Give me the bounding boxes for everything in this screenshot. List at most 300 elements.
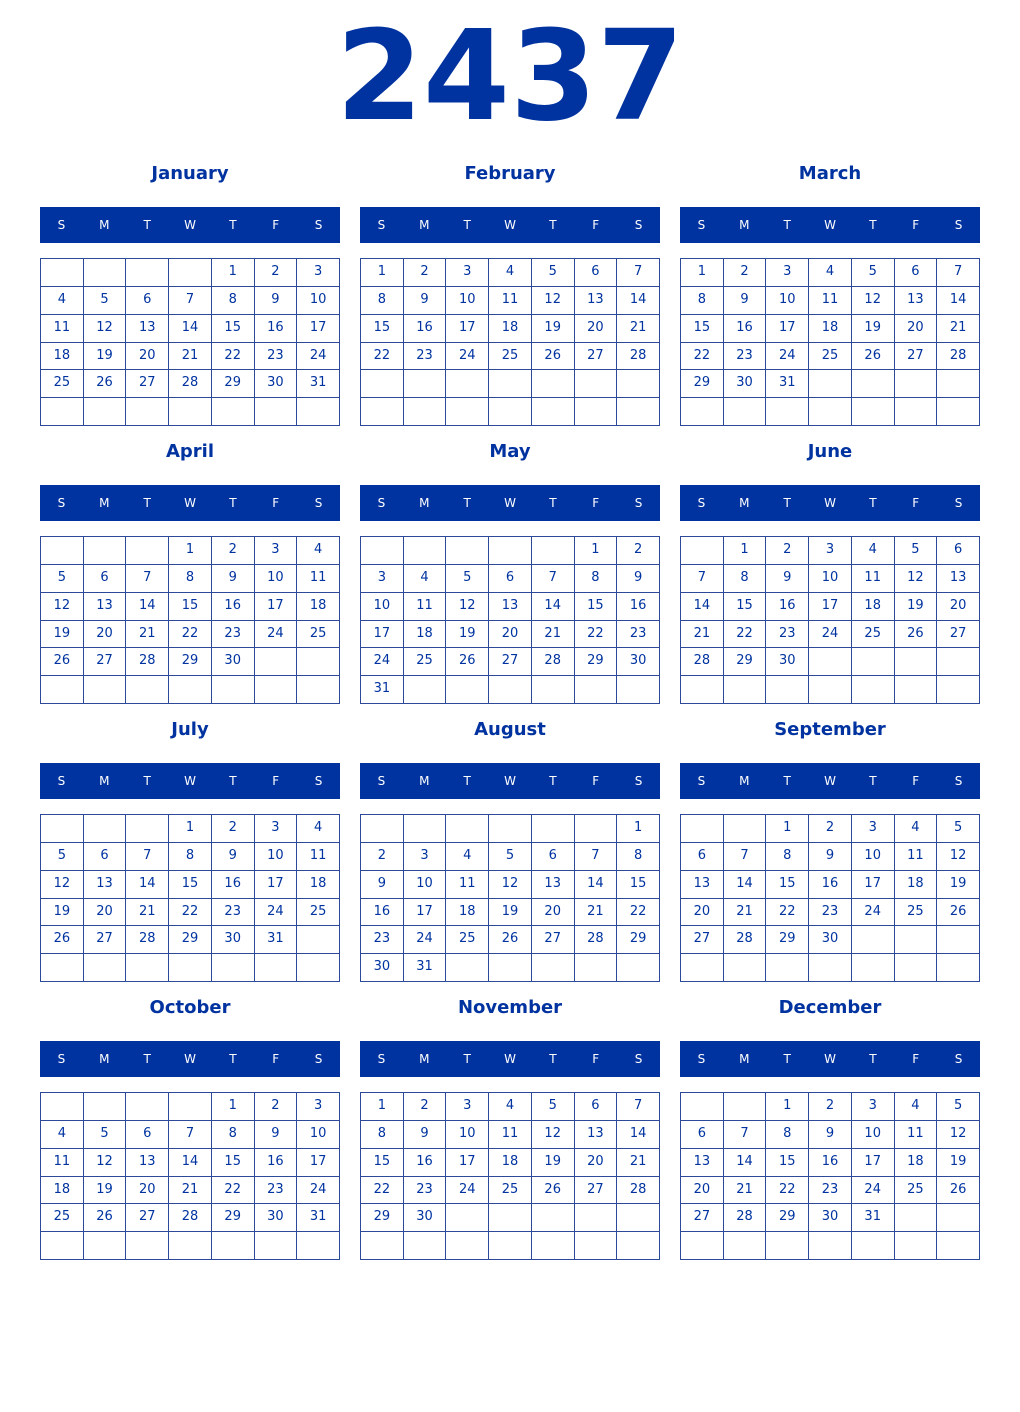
day-cell: 11	[852, 565, 895, 593]
day-cell: 26	[532, 1177, 575, 1205]
day-cell: 13	[126, 1149, 169, 1177]
day-cell: 18	[297, 871, 340, 899]
empty-day-cell	[169, 676, 212, 704]
day-cell: 16	[212, 871, 255, 899]
day-cell: 8	[766, 843, 809, 871]
day-cell: 23	[724, 343, 767, 371]
weekday-label: S	[314, 496, 323, 510]
weekday-header	[360, 485, 660, 521]
day-cell: 31	[404, 954, 447, 982]
day-cell: 9	[255, 287, 298, 315]
day-cell: 29	[681, 370, 724, 398]
weekday-label: M	[419, 496, 430, 510]
day-cell: 14	[681, 593, 724, 621]
day-cell: 7	[724, 1121, 767, 1149]
empty-day-cell	[937, 1232, 980, 1260]
day-cell: 15	[766, 871, 809, 899]
weekday-label: S	[954, 1052, 963, 1066]
day-cell: 11	[489, 1121, 532, 1149]
empty-day-cell	[126, 954, 169, 982]
empty-day-cell	[255, 648, 298, 676]
day-cell: 14	[532, 593, 575, 621]
day-cell: 31	[766, 370, 809, 398]
empty-day-cell	[84, 537, 127, 565]
empty-day-cell	[575, 398, 618, 426]
day-cell: 18	[895, 1149, 938, 1177]
empty-day-cell	[126, 259, 169, 287]
empty-day-cell	[852, 954, 895, 982]
empty-day-cell	[41, 398, 84, 426]
empty-day-cell	[255, 676, 298, 704]
empty-day-cell	[404, 370, 447, 398]
day-cell: 24	[297, 1177, 340, 1205]
empty-day-cell	[255, 1232, 298, 1260]
weekday-label: S	[314, 218, 323, 232]
empty-day-cell	[41, 676, 84, 704]
weekday-label: M	[739, 496, 750, 510]
empty-day-cell	[489, 676, 532, 704]
day-cell: 15	[681, 315, 724, 343]
empty-day-cell	[937, 398, 980, 426]
empty-day-cell	[895, 648, 938, 676]
empty-day-cell	[852, 676, 895, 704]
day-cell: 14	[937, 287, 980, 315]
weekday-label: F	[272, 1052, 280, 1066]
day-cell: 1	[169, 537, 212, 565]
day-cell: 7	[724, 843, 767, 871]
day-cell: 25	[446, 926, 489, 954]
day-cell: 27	[575, 343, 618, 371]
day-cell: 24	[297, 343, 340, 371]
day-cell: 11	[809, 287, 852, 315]
empty-day-cell	[532, 1204, 575, 1232]
day-cell: 25	[852, 621, 895, 649]
empty-day-cell	[41, 537, 84, 565]
day-cell: 22	[169, 899, 212, 927]
day-cell: 23	[766, 621, 809, 649]
day-cell: 17	[297, 315, 340, 343]
empty-day-cell	[84, 815, 127, 843]
weekday-header	[680, 207, 980, 243]
day-cell: 28	[617, 343, 660, 371]
weekday-label: M	[419, 218, 430, 232]
day-cell: 11	[446, 871, 489, 899]
empty-day-cell	[895, 676, 938, 704]
empty-day-cell	[446, 676, 489, 704]
day-cell: 4	[895, 815, 938, 843]
weekday-label: F	[272, 218, 280, 232]
weekday-label: W	[824, 774, 836, 788]
day-cell: 27	[84, 926, 127, 954]
day-grid	[680, 1092, 980, 1260]
day-cell: 11	[895, 1121, 938, 1149]
day-cell: 16	[404, 1149, 447, 1177]
weekday-label: S	[57, 1052, 66, 1066]
day-cell: 2	[212, 815, 255, 843]
day-cell: 9	[255, 1121, 298, 1149]
day-grid	[360, 1092, 660, 1260]
day-cell: 3	[766, 259, 809, 287]
day-cell: 22	[361, 343, 404, 371]
weekday-label: W	[824, 496, 836, 510]
weekday-label: T	[143, 1052, 151, 1066]
day-cell: 8	[681, 287, 724, 315]
day-cell: 5	[532, 1093, 575, 1121]
day-cell: 14	[169, 315, 212, 343]
day-cell: 14	[724, 871, 767, 899]
empty-day-cell	[169, 954, 212, 982]
empty-day-cell	[724, 1093, 767, 1121]
day-cell: 21	[169, 343, 212, 371]
empty-day-cell	[575, 370, 618, 398]
day-cell: 2	[404, 259, 447, 287]
day-cell: 12	[41, 593, 84, 621]
empty-day-cell	[895, 370, 938, 398]
day-cell: 5	[937, 1093, 980, 1121]
empty-day-cell	[575, 954, 618, 982]
empty-day-cell	[681, 537, 724, 565]
weekday-label: S	[377, 496, 386, 510]
day-cell: 1	[361, 259, 404, 287]
day-cell: 8	[617, 843, 660, 871]
empty-day-cell	[895, 1204, 938, 1232]
weekday-label: F	[272, 496, 280, 510]
day-cell: 24	[361, 648, 404, 676]
day-cell: 3	[297, 259, 340, 287]
day-cell: 4	[297, 815, 340, 843]
empty-day-cell	[532, 537, 575, 565]
weekday-label: T	[783, 218, 791, 232]
day-cell: 19	[446, 621, 489, 649]
day-cell: 26	[489, 926, 532, 954]
day-cell: 1	[575, 537, 618, 565]
day-cell: 18	[41, 343, 84, 371]
weekday-label: M	[99, 1052, 110, 1066]
day-cell: 3	[852, 815, 895, 843]
day-cell: 20	[84, 899, 127, 927]
day-cell: 30	[361, 954, 404, 982]
day-cell: 3	[255, 815, 298, 843]
day-cell: 12	[937, 1121, 980, 1149]
day-cell: 12	[532, 287, 575, 315]
empty-day-cell	[361, 1232, 404, 1260]
day-cell: 15	[361, 1149, 404, 1177]
day-cell: 13	[937, 565, 980, 593]
day-cell: 29	[766, 1204, 809, 1232]
day-cell: 3	[404, 843, 447, 871]
day-cell: 17	[446, 315, 489, 343]
weekday-label: S	[57, 496, 66, 510]
day-cell: 7	[937, 259, 980, 287]
empty-day-cell	[255, 398, 298, 426]
empty-day-cell	[937, 370, 980, 398]
day-cell: 2	[361, 843, 404, 871]
empty-day-cell	[617, 1232, 660, 1260]
day-cell: 12	[532, 1121, 575, 1149]
empty-day-cell	[724, 815, 767, 843]
weekday-header	[680, 1041, 980, 1077]
day-cell: 7	[126, 565, 169, 593]
empty-day-cell	[446, 954, 489, 982]
day-cell: 12	[84, 1149, 127, 1177]
empty-day-cell	[895, 954, 938, 982]
empty-day-cell	[766, 676, 809, 704]
day-cell: 16	[255, 1149, 298, 1177]
weekday-label: S	[697, 218, 706, 232]
day-cell: 6	[575, 259, 618, 287]
day-cell: 16	[361, 899, 404, 927]
day-cell: 30	[809, 1204, 852, 1232]
day-cell: 18	[809, 315, 852, 343]
weekday-header	[360, 207, 660, 243]
day-cell: 14	[126, 871, 169, 899]
day-cell: 17	[852, 1149, 895, 1177]
day-cell: 5	[852, 259, 895, 287]
empty-day-cell	[446, 1232, 489, 1260]
empty-day-cell	[41, 1093, 84, 1121]
day-cell: 16	[255, 315, 298, 343]
day-cell: 20	[575, 1149, 618, 1177]
day-cell: 14	[126, 593, 169, 621]
day-cell: 25	[41, 370, 84, 398]
empty-day-cell	[126, 676, 169, 704]
day-cell: 5	[937, 815, 980, 843]
day-cell: 29	[617, 926, 660, 954]
day-cell: 2	[809, 1093, 852, 1121]
day-cell: 9	[212, 565, 255, 593]
empty-day-cell	[126, 1232, 169, 1260]
day-cell: 20	[489, 621, 532, 649]
empty-day-cell	[297, 926, 340, 954]
day-cell: 11	[297, 565, 340, 593]
weekday-label: M	[99, 218, 110, 232]
day-cell: 5	[41, 565, 84, 593]
day-cell: 4	[489, 259, 532, 287]
day-cell: 23	[255, 1177, 298, 1205]
day-cell: 12	[446, 593, 489, 621]
day-cell: 18	[446, 899, 489, 927]
day-cell: 26	[532, 343, 575, 371]
weekday-label: S	[697, 1052, 706, 1066]
day-cell: 27	[126, 370, 169, 398]
day-cell: 3	[255, 537, 298, 565]
day-cell: 25	[895, 899, 938, 927]
day-cell: 30	[617, 648, 660, 676]
day-cell: 19	[937, 871, 980, 899]
day-cell: 6	[937, 537, 980, 565]
empty-day-cell	[895, 926, 938, 954]
day-cell: 22	[681, 343, 724, 371]
empty-day-cell	[404, 537, 447, 565]
day-cell: 15	[169, 593, 212, 621]
month-name: July	[171, 719, 209, 740]
day-cell: 15	[212, 315, 255, 343]
empty-day-cell	[766, 1232, 809, 1260]
weekday-label: F	[592, 496, 600, 510]
weekday-label: S	[57, 774, 66, 788]
empty-day-cell	[852, 1232, 895, 1260]
day-cell: 7	[532, 565, 575, 593]
weekday-label: F	[272, 774, 280, 788]
day-cell: 1	[212, 259, 255, 287]
day-grid	[40, 814, 340, 982]
weekday-label: T	[143, 774, 151, 788]
day-cell: 21	[126, 621, 169, 649]
day-grid	[680, 536, 980, 704]
day-cell: 26	[937, 1177, 980, 1205]
empty-day-cell	[489, 537, 532, 565]
day-cell: 5	[489, 843, 532, 871]
weekday-label: T	[549, 774, 557, 788]
day-cell: 8	[361, 287, 404, 315]
day-cell: 25	[404, 648, 447, 676]
day-cell: 29	[169, 926, 212, 954]
empty-day-cell	[681, 954, 724, 982]
weekday-label: W	[504, 218, 516, 232]
day-cell: 13	[681, 871, 724, 899]
weekday-label: S	[954, 218, 963, 232]
day-cell: 28	[937, 343, 980, 371]
day-cell: 10	[446, 1121, 489, 1149]
day-cell: 9	[404, 1121, 447, 1149]
empty-day-cell	[41, 259, 84, 287]
weekday-label: T	[549, 218, 557, 232]
day-cell: 19	[41, 899, 84, 927]
month-name: November	[457, 997, 563, 1018]
empty-day-cell	[809, 648, 852, 676]
empty-day-cell	[937, 648, 980, 676]
empty-day-cell	[809, 954, 852, 982]
empty-day-cell	[41, 815, 84, 843]
empty-day-cell	[297, 648, 340, 676]
day-cell: 7	[575, 843, 618, 871]
weekday-label: M	[99, 774, 110, 788]
empty-day-cell	[212, 676, 255, 704]
empty-day-cell	[681, 815, 724, 843]
day-cell: 20	[681, 1177, 724, 1205]
day-cell: 30	[212, 926, 255, 954]
day-cell: 26	[852, 343, 895, 371]
day-cell: 14	[575, 871, 618, 899]
day-cell: 10	[297, 287, 340, 315]
day-cell: 22	[212, 1177, 255, 1205]
day-grid	[360, 814, 660, 982]
day-cell: 6	[84, 843, 127, 871]
empty-day-cell	[724, 398, 767, 426]
day-cell: 21	[532, 621, 575, 649]
empty-day-cell	[617, 370, 660, 398]
day-cell: 7	[617, 259, 660, 287]
day-cell: 31	[297, 1204, 340, 1232]
day-cell: 4	[297, 537, 340, 565]
day-cell: 15	[724, 593, 767, 621]
weekday-label: S	[634, 774, 643, 788]
empty-day-cell	[809, 1232, 852, 1260]
day-cell: 18	[852, 593, 895, 621]
empty-day-cell	[297, 954, 340, 982]
day-cell: 24	[446, 1177, 489, 1205]
day-cell: 19	[532, 315, 575, 343]
day-cell: 4	[446, 843, 489, 871]
day-cell: 6	[126, 1121, 169, 1149]
day-cell: 12	[84, 315, 127, 343]
weekday-label: M	[739, 1052, 750, 1066]
day-cell: 16	[766, 593, 809, 621]
day-cell: 22	[169, 621, 212, 649]
weekday-label: T	[869, 1052, 877, 1066]
empty-day-cell	[212, 1232, 255, 1260]
day-cell: 21	[126, 899, 169, 927]
weekday-label: T	[463, 1052, 471, 1066]
day-cell: 4	[809, 259, 852, 287]
day-cell: 17	[766, 315, 809, 343]
day-cell: 23	[212, 899, 255, 927]
empty-day-cell	[84, 954, 127, 982]
day-cell: 5	[41, 843, 84, 871]
day-cell: 7	[169, 287, 212, 315]
month-name: August	[474, 719, 546, 740]
day-cell: 13	[84, 871, 127, 899]
day-cell: 20	[126, 1177, 169, 1205]
day-cell: 3	[446, 259, 489, 287]
day-cell: 6	[126, 287, 169, 315]
day-cell: 10	[297, 1121, 340, 1149]
day-cell: 10	[852, 843, 895, 871]
day-cell: 21	[724, 1177, 767, 1205]
empty-day-cell	[617, 676, 660, 704]
day-cell: 17	[852, 871, 895, 899]
empty-day-cell	[84, 1232, 127, 1260]
day-cell: 27	[681, 1204, 724, 1232]
day-cell: 25	[297, 899, 340, 927]
weekday-label: S	[377, 218, 386, 232]
day-cell: 30	[255, 1204, 298, 1232]
day-cell: 24	[852, 1177, 895, 1205]
day-cell: 28	[617, 1177, 660, 1205]
day-cell: 9	[724, 287, 767, 315]
weekday-header	[360, 763, 660, 799]
day-cell: 9	[809, 1121, 852, 1149]
day-cell: 18	[41, 1177, 84, 1205]
day-cell: 4	[852, 537, 895, 565]
day-cell: 1	[766, 1093, 809, 1121]
empty-day-cell	[41, 954, 84, 982]
day-cell: 17	[255, 871, 298, 899]
weekday-label: W	[184, 1052, 196, 1066]
empty-day-cell	[617, 398, 660, 426]
day-cell: 23	[617, 621, 660, 649]
weekday-label: W	[504, 496, 516, 510]
day-cell: 3	[361, 565, 404, 593]
day-cell: 28	[724, 1204, 767, 1232]
day-cell: 31	[361, 676, 404, 704]
weekday-label: T	[463, 218, 471, 232]
day-cell: 31	[297, 370, 340, 398]
day-cell: 11	[41, 315, 84, 343]
day-cell: 8	[575, 565, 618, 593]
empty-day-cell	[169, 259, 212, 287]
day-cell: 4	[41, 1121, 84, 1149]
empty-day-cell	[852, 926, 895, 954]
weekday-label: W	[824, 218, 836, 232]
day-cell: 25	[489, 1177, 532, 1205]
day-cell: 3	[297, 1093, 340, 1121]
day-cell: 25	[895, 1177, 938, 1205]
weekday-label: T	[463, 496, 471, 510]
day-cell: 23	[809, 899, 852, 927]
day-cell: 12	[852, 287, 895, 315]
day-cell: 29	[766, 926, 809, 954]
